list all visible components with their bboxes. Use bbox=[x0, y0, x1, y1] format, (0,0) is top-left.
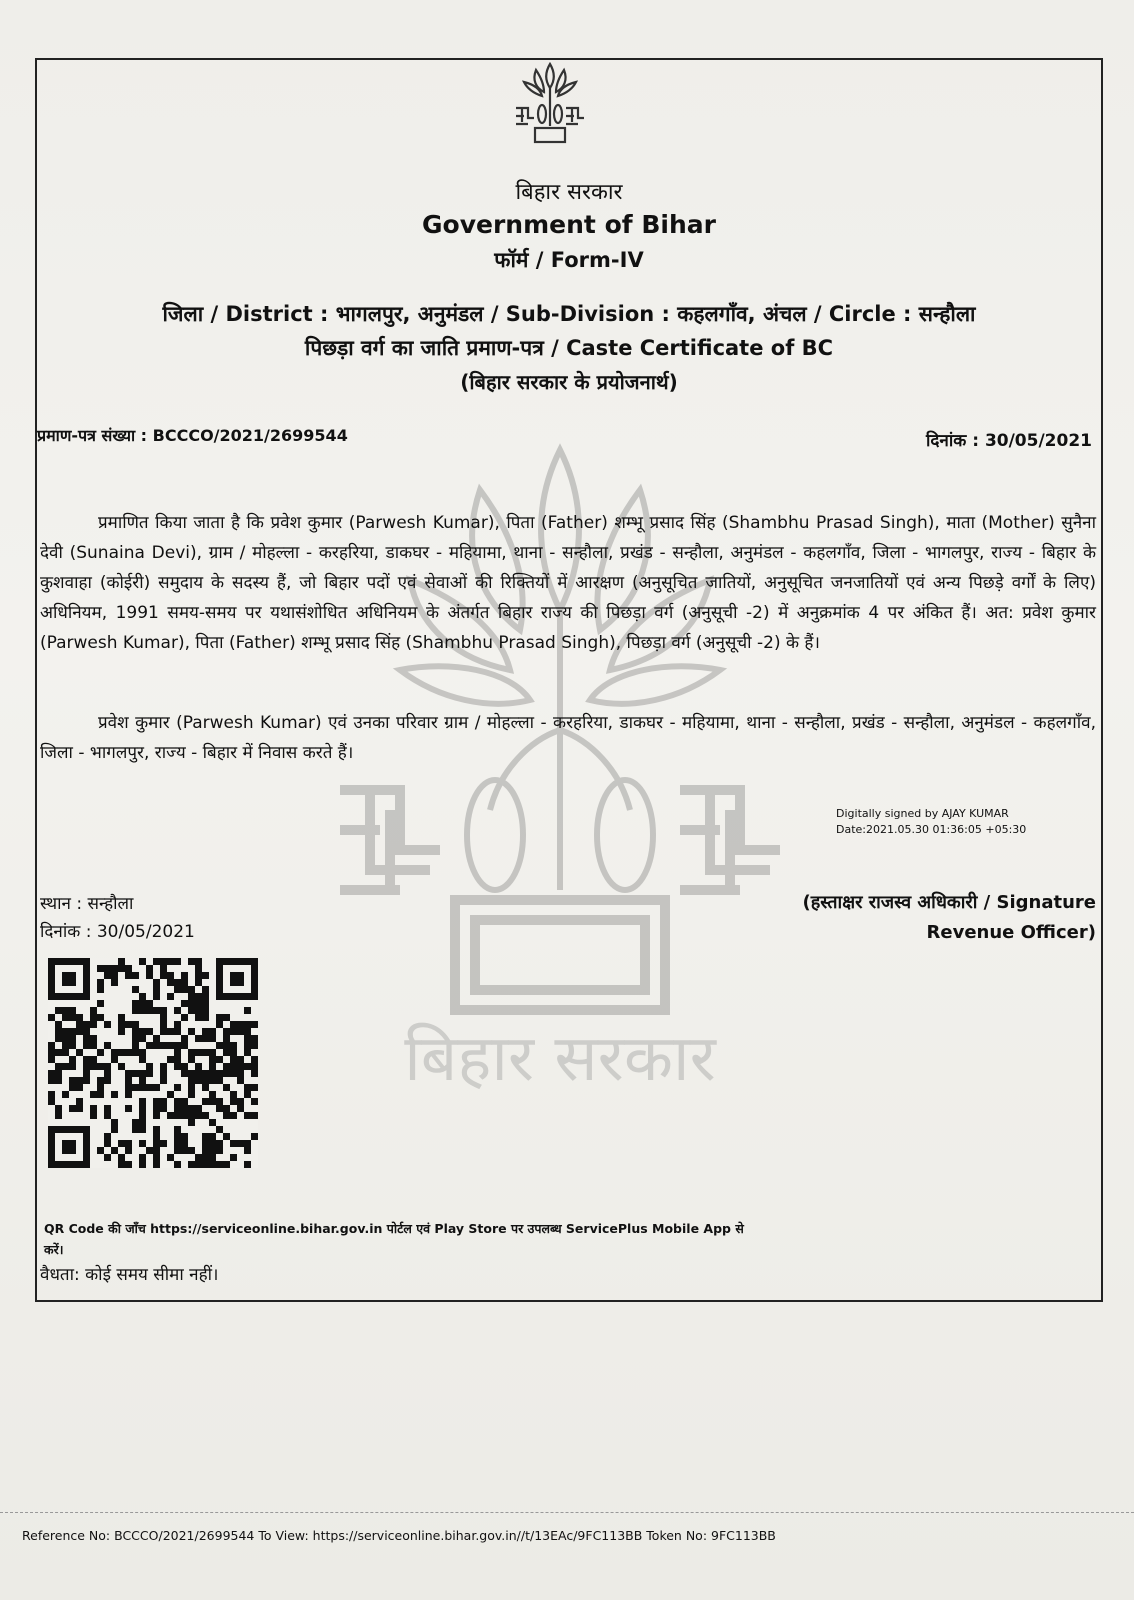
reference-line: Reference No: BCCCO/2021/2699544 To View: https://serviceonline.bihar.gov.in//t/13EAc/9FC113BB Token No: 9FC113BB bbox=[22, 1528, 776, 1543]
qr-code-icon[interactable] bbox=[48, 958, 258, 1168]
place-text: स्थान : सन्हौला bbox=[40, 894, 134, 914]
place-date: दिनांक : 30/05/2021 bbox=[40, 922, 195, 942]
watermark-text: बिहार सरकार bbox=[404, 1022, 716, 1096]
certificate-paragraph-1: प्रमाणित किया जाता है कि प्रवेश कुमार (Parwesh Kumar), पिता (Father) शम्भू प्रसाद सिंह (Shambhu Prasad Singh), माता (Mother) सुनैना देवी (Sunaina Devi), ग्राम / मोहल्ला - करहरिया, डाकघर - महियामा, थाना - सन्हौला, प्रखंड - सन्हौला, अनुमंडल - कहलगाँव, जिला - भागलपुर, राज्य - बिहार के कुशवाहा (कोईरी) समुदाय के सदस्य हैं, जो बिहार पदों एवं सेवाओं की रिक्तियों में आरक्षण (अनुसूचित जातियों, अनुसूचित जनजातियों एवं अन्य पिछड़े वर्गों के लिए) अधिनियम, 1991 समय-समय पर यथासंशोधित अधिनियम के अंतर्गत बिहार राज्य की पिछड़ा वर्ग (अनुसूची -2) में अनुक्रमांक 4 पर अंकित हैं। अत: प्रवेश कुमार (Parwesh Kumar), पिता (Father) शम्भू प्रसाद सिंह (Shambhu Prasad Singh), पिछड़ा वर्ग (अनुसूची -2) के हैं। bbox=[40, 513, 1096, 653]
form-number: फॉर्म / Form-IV bbox=[494, 248, 644, 272]
digital-signature-name: Digitally signed by AJAY KUMAR bbox=[836, 807, 1009, 820]
qr-verification-note: QR Code की जाँच https://serviceonline.bihar.gov.in पोर्टल एवं Play Store पर उपलब्ध ServicePlus Mobile App से करें। bbox=[44, 1221, 744, 1257]
issue-date: दिनांक : 30/05/2021 bbox=[925, 431, 1092, 451]
header-hindi-title: बिहार सरकार bbox=[515, 180, 623, 205]
certificate-paragraph-2: प्रवेश कुमार (Parwesh Kumar) एवं उनका परिवार ग्राम / मोहल्ला - करहरिया, डाकघर - महियामा, थाना - सन्हौला, प्रखंड - सन्हौला, अनुमंडल - कहलगाँव, जिला - भागलपुर, राज्य - बिहार में निवास करते हैं। bbox=[40, 713, 1096, 763]
certificate-title: पिछड़ा वर्ग का जाति प्रमाण-पत्र / Caste Certificate of BC bbox=[304, 336, 834, 360]
validity-text: वैधता: कोई समय सीमा नहीं। bbox=[40, 1265, 219, 1285]
district-line: जिला / District : भागलपुर, अनुमंडल / Sub-Division : कहलगाँव, अंचल / Circle : सन्हौला bbox=[162, 302, 976, 326]
header-english-title: Government of Bihar bbox=[422, 210, 716, 239]
footer-divider bbox=[0, 1512, 1134, 1513]
signature-label-line2: Revenue Officer) bbox=[926, 922, 1096, 943]
certificate-number: प्रमाण-पत्र संख्या : BCCCO/2021/2699544 bbox=[37, 426, 348, 445]
signature-label bbox=[766, 888, 1096, 948]
place-block bbox=[40, 890, 195, 946]
digital-signature bbox=[836, 806, 1026, 838]
signature-label-line1: (हस्ताक्षर राजस्व अधिकारी / Signature bbox=[802, 892, 1096, 913]
certificate-purpose: (बिहार सरकार के प्रयोजनार्थ) bbox=[460, 370, 678, 394]
digital-signature-date: Date:2021.05.30 01:36:05 +05:30 bbox=[836, 823, 1027, 836]
